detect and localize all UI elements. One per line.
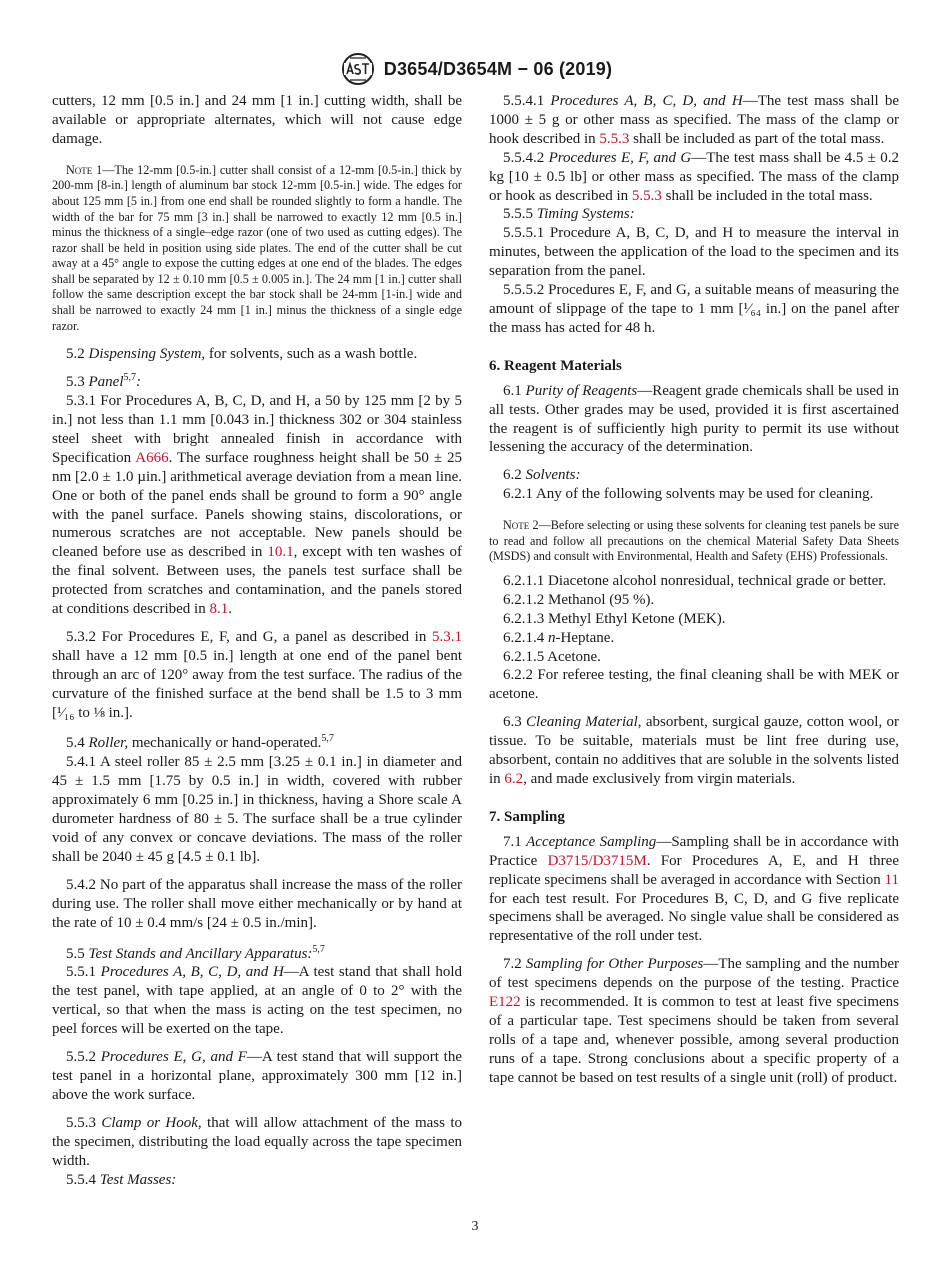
section-text: is recommended. It is common to test at least five specimens of a particular tape. Test specimens should be taken from several rolls of a tape and, whenever possible, among several production runs of a tape. Strong conclusions about a specific property of a tape cannot be based on test results of a single unit (roll) of product. bbox=[489, 994, 899, 1086]
section-6-2-1-2: 6.2.1.2 Methanol (95 %). bbox=[503, 591, 655, 608]
section-5-4-2: 5.4.2 No part of the apparatus shall increase the mass of the roller during use. The roller shall move either mechanically or by hand at the rate of 10 ± 0.4 mm/s [24 ± 0.5 in./min]. bbox=[52, 876, 462, 931]
section-title: Sampling for Other Purposes bbox=[525, 956, 704, 973]
section-5-5-5 bbox=[489, 205, 899, 224]
link-5-3-1[interactable]: 5.3.1 bbox=[432, 628, 462, 645]
section-number: 5.5.4 bbox=[66, 1171, 96, 1188]
section-number: 6.2 bbox=[503, 467, 522, 484]
link-10-1[interactable]: 10.1 bbox=[267, 544, 294, 561]
note-2 bbox=[489, 518, 899, 565]
heading-reagent-materials: 6. Reagent Materials bbox=[489, 357, 622, 374]
section-text: . The surface roughness height shall be 50 ± 25 nm [2.0 ± 1.0 µin.] arithmetical average deviation from a mean line. One or both of the panel ends shall be ground to form a 90° angle with the panel surface. Panels showing stains, discolorations, or numerous scratches are not acceptable. New panels should be cleaned before use as described in bbox=[52, 449, 463, 561]
section-6-2-1-3: 6.2.1.3 Methyl Ethyl Ketone (MEK). bbox=[503, 610, 726, 627]
link-8-1[interactable]: 8.1 bbox=[209, 601, 229, 618]
section-5-4-1: 5.4.1 A steel roller 85 ± 2.5 mm [3.25 ± 0.1 in.] in diameter and 45 ± 1.5 mm [1.75 by 0.5 in.] in width, covered with rubber approximately 6 mm [0.25 in.] in thickness, having a Shore scale A durometer hardness of 80 ± 5. The surface shall be a true cylinder void of any convex or concave deviations. The mass of the roller shall be 2040 ± 45 g [4.5 ± 0.1 lb]. bbox=[52, 754, 462, 865]
section-6-2 bbox=[489, 466, 899, 485]
link-5-5-3[interactable]: 5.5.3 bbox=[631, 187, 662, 204]
section-number: 5.5.5 bbox=[503, 206, 533, 223]
section-5-4 bbox=[52, 734, 462, 753]
section-title: Test Stands and Ancillary Apparatus: bbox=[88, 945, 313, 962]
section-6-2-1-5: 6.2.1.5 Acetone. bbox=[503, 648, 601, 665]
link-5-5-3[interactable]: 5.5.3 bbox=[599, 130, 630, 147]
section-number: 5.3 bbox=[66, 374, 85, 391]
italic-n: n bbox=[548, 629, 556, 646]
astm-logo-icon bbox=[338, 52, 378, 86]
section-text: —The sampling and the number of test specimens depends on the purpose of the testing. Practice bbox=[489, 956, 899, 992]
section-title: Cleaning Material, bbox=[526, 714, 642, 731]
section-title: Procedures E, F, and G bbox=[548, 149, 692, 166]
section-text: absorbent, surgical gauze, cotton wool, or tissue. To be suitable, materials must be lint free during use, absorbent, contain no additives that are soluble in the solvents listed in bbox=[489, 714, 899, 787]
note-text: —Before selecting or using these solvents for cleaning test panels be sure to read and follow all precautions on the chemical Material Safety Data Sheets (MSDS) and consult with Environmental, Health and Safety (EHS) Professionals. bbox=[489, 518, 899, 564]
section-text: -Heptane. bbox=[555, 629, 615, 646]
section-5-3-2 bbox=[52, 628, 462, 723]
right-column bbox=[489, 92, 899, 1088]
page-header bbox=[0, 52, 950, 86]
section-6-2-1: 6.2.1 Any of the following solvents may be used for cleaning. bbox=[503, 486, 874, 503]
section-7-2 bbox=[489, 955, 899, 1087]
document-title: D3654/D3654M − 06 (2019) bbox=[383, 58, 613, 79]
section-5-2 bbox=[52, 345, 462, 364]
section-text: —The test mass shall be 1000 ± 5 g or other mass as specified. The mass of the clamp or hook described in bbox=[489, 93, 899, 147]
section-6-2-1-4 bbox=[489, 629, 899, 648]
section-number: 5.5 bbox=[66, 945, 85, 962]
section-5-5-4 bbox=[52, 1171, 462, 1190]
section-5-5-5-1: 5.5.5.1 Procedure A, B, C, D, and H to measure the interval in minutes, between the application of the load to the specimen and its separation from the panel. bbox=[489, 225, 899, 280]
note-label: Note 1 bbox=[66, 162, 103, 177]
section-text: shall have a 12 mm [0.5 in.] length at one end of the panel bent through an arc of 120° away from the test surface. The radius of the curvature of the finished surface at the bend shall be 1.5 to 3 mm [¹⁄₁₆ to ⅛ in.]. bbox=[52, 647, 462, 721]
heading-sampling: 7. Sampling bbox=[489, 808, 565, 825]
section-text: , except with ten washes of the final solvent. Between uses, the panels test surface shall be protected from scratches and contamination, and the panels stored at conditions described in bbox=[52, 544, 462, 618]
section-number: 5.5.3 bbox=[66, 1114, 96, 1131]
section-6-2-2: 6.2.2 For referee testing, the final cleaning shall be with MEK or acetone. bbox=[489, 667, 899, 703]
section-number: 5.2 bbox=[66, 346, 85, 363]
section-number: 5.5.2 bbox=[66, 1049, 96, 1066]
section-6-1 bbox=[489, 382, 899, 458]
section-text: 5.3.2 For Procedures E, F, and G, a panel as described in bbox=[66, 628, 432, 645]
link-6-2[interactable]: 6.2 bbox=[504, 770, 524, 787]
paragraph-cutters: cutters, 12 mm [0.5 in.] and 24 mm [1 in.] cutting width, shall be available or appropriate alternates, which will not cause edge damage. bbox=[52, 93, 462, 147]
note-1 bbox=[52, 163, 462, 335]
note-text: —The 12-mm [0.5-in.] cutter shall consist of a 12-mm [0.5-in.] thick by 200-mm [8-in.] length of aluminum bar stock 12-mm [0.5-in.] wide. The edges for about 125 mm [5 in.] from one end shall be rounded slightly to form a handle. The width of the bar for 75 mm [3 in.] shall be narrowed to exactly 12 mm [0.5 in.] minus the thickness of a single–edge razor (one of two used as cutting edges). The razor shall be held in position using side plates. The end of the cutter shall be cut away at a 45° angle to expose the cutting edges at one end of the blades. The edges shall be separated by 12 ± 0.10 mm [0.5 ± 0.005 in.]. The 24 mm [1 in.] cutter shall follow the same description except the bar stock shall be 24-mm [1-in.] wide and shall be narrowed to exactly 24 mm [1 in.] minus the thickness of a single edge razor. bbox=[52, 162, 463, 333]
section-number: 5.5.1 bbox=[66, 964, 96, 981]
section-5-5-5-2: 5.5.5.2 Procedures E, F, and G, a suitable means of measuring the amount of slippage of the tape to 1 mm [¹⁄₆₄ in.] on the panel after the mass has acted for 48 h. bbox=[489, 282, 899, 336]
link-d3715[interactable]: D3715/D3715M bbox=[547, 852, 647, 869]
note-label: Note 2 bbox=[503, 518, 539, 533]
section-text: —Reagent grade chemicals shall be used in all tests. Other grades may be used, provided it is first ascertained the reagent is of sufficiently high purity to permit its use without lessening the accuracy of the determination. bbox=[489, 382, 899, 456]
section-number: 6.3 bbox=[503, 714, 522, 731]
section-text: —The test mass shall be 4.5 ± 0.2 kg [10 ± 0.5 lb] or other mass as specified. The mass of the clamp or hook as described in bbox=[489, 149, 900, 204]
section-number: 5.5.4.2 bbox=[503, 149, 545, 166]
footnote-ref: 5,7 bbox=[321, 733, 334, 745]
section-text: shall be included in the total mass. bbox=[661, 187, 873, 204]
section-6-3 bbox=[489, 713, 899, 789]
section-5-5-3 bbox=[52, 1114, 462, 1171]
section-title: Panel bbox=[88, 374, 124, 391]
link-a666[interactable]: A666 bbox=[135, 449, 169, 466]
section-text: for each test result. For Procedures B, C, D, and G five replicate specimens shall be averaged. No single value shall be considered as representative of the roll under test. bbox=[489, 890, 899, 945]
link-section-11[interactable]: 11 bbox=[884, 871, 899, 888]
section-5-5-2 bbox=[52, 1048, 462, 1105]
section-5-3 bbox=[52, 373, 462, 392]
section-number: 5.4 bbox=[66, 735, 85, 752]
section-text: shall be included as part of the total mass. bbox=[629, 130, 885, 147]
section-5-5-4-1 bbox=[489, 92, 899, 149]
section-title: Procedures A, B, C, D, and H bbox=[550, 93, 743, 109]
section-5-3-1 bbox=[52, 392, 462, 619]
section-title: Procedures E, G, and F bbox=[100, 1049, 247, 1066]
section-text: . bbox=[228, 601, 232, 618]
section-title: Clamp or Hook, bbox=[101, 1114, 202, 1131]
section-text: mechanically or hand-operated. bbox=[128, 735, 322, 752]
section-title: Timing Systems: bbox=[536, 206, 635, 223]
section-text: 5.3.1 For Procedures A, B, C, D, and H, a 50 by 125 mm [2 by 5 in.] not less than 1.1 mm [0.043 in.] thickness 302 or 304 stainless steel sheet with bright annealed finish in accordance with Specification bbox=[52, 393, 462, 466]
link-e122[interactable]: E122 bbox=[489, 994, 521, 1011]
section-title: Solvents: bbox=[525, 467, 581, 484]
footnote-ref: 5,7 bbox=[123, 372, 136, 384]
section-text: —Sampling shall be in accordance with Practice bbox=[489, 833, 899, 869]
section-title: Dispensing System, bbox=[88, 346, 206, 363]
footnote-ref: 5,7 bbox=[312, 943, 325, 955]
section-text: . For Procedures A, E, and H three replicate specimens shall be averaged in accordance with Section bbox=[489, 852, 899, 888]
section-number: 7.1 bbox=[503, 833, 522, 850]
section-number: 5.5.4.1 bbox=[503, 93, 545, 109]
section-5-5-4-2 bbox=[489, 149, 899, 206]
section-number: 7.2 bbox=[503, 956, 522, 973]
section-title: Roller, bbox=[88, 735, 129, 752]
section-7-1 bbox=[489, 833, 899, 946]
section-5-5 bbox=[52, 945, 462, 964]
section-number: 6.2.1.4 bbox=[503, 629, 545, 646]
section-5-5-1 bbox=[52, 963, 462, 1039]
section-text: —A test stand that shall hold the test panel, with tape applied, at an angle of 0 to 2° with the vertical, so that when the mass is acting on the test specimen, no peel forces will be exerted on the tape. bbox=[52, 964, 463, 1038]
section-title: Purity of Reagents bbox=[525, 382, 638, 399]
section-text: that will allow attachment of the mass to the specimen, distributing the load equally across the tape specimen width. bbox=[52, 1114, 462, 1169]
left-column bbox=[52, 92, 462, 1189]
section-text: —A test stand that will support the test panel in a horizontal plane, approximately 300 mm [12 in.] above the work surface. bbox=[52, 1049, 462, 1103]
section-title: Acceptance Sampling bbox=[526, 833, 657, 850]
section-6-2-1-1: 6.2.1.1 Diacetone alcohol nonresidual, technical grade or better. bbox=[503, 572, 887, 589]
section-text: , and made exclusively from virgin materials. bbox=[523, 770, 796, 787]
page-number: 3 bbox=[471, 1219, 479, 1234]
section-colon: : bbox=[136, 374, 141, 391]
section-text: for solvents, such as a wash bottle. bbox=[205, 346, 418, 363]
section-number: 6.1 bbox=[503, 382, 522, 399]
section-title: Test Masses: bbox=[99, 1171, 177, 1188]
section-title: Procedures A, B, C, D, and H bbox=[100, 964, 284, 981]
